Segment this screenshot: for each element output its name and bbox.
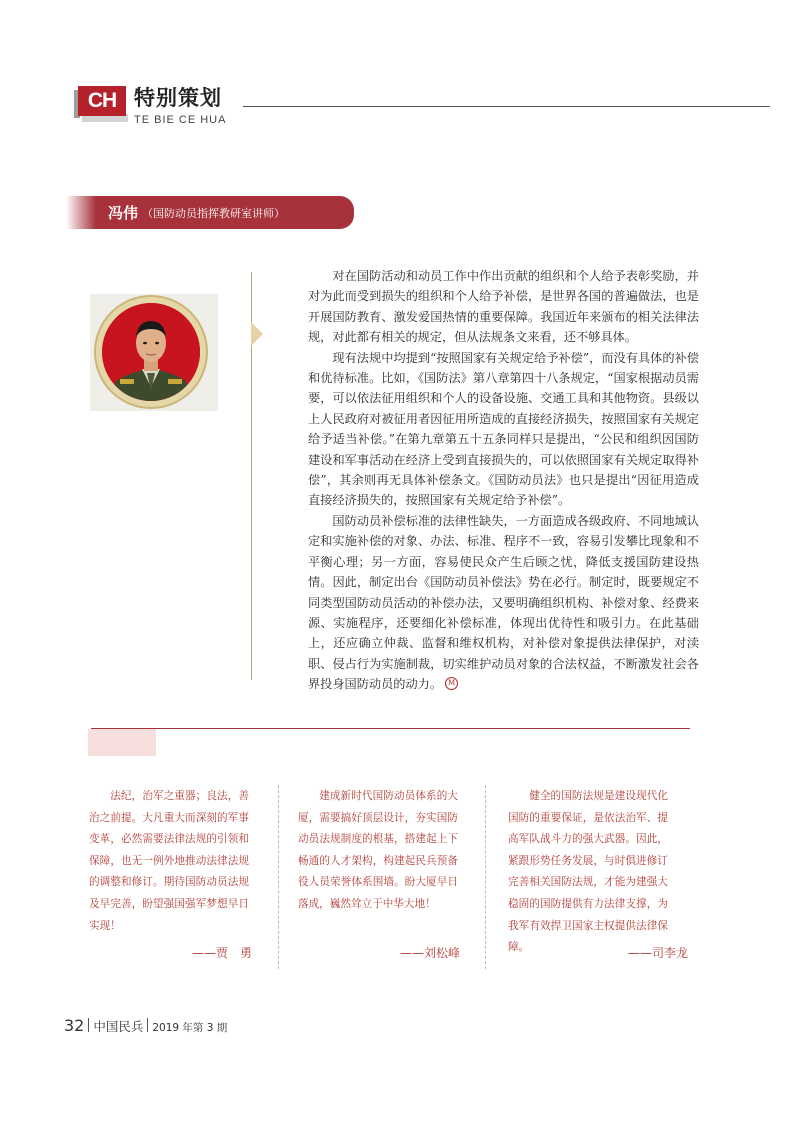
quote-signature: ——司李龙 (628, 946, 689, 960)
section-badge: CH (78, 86, 126, 116)
page-number: 32 (64, 1016, 85, 1035)
magazine-name: 中国民兵 (93, 1019, 144, 1034)
quote-text: 健全的国防法规是建设现代化国防的重要保证，是依法治军、提高军队战斗力的强大武器。因此，紧跟形势任务发展，与时俱进修订完善相关国防法规，才能为建强大稳固的国防提供有力法律支撑，为我军有效捍卫国家主权提供法律保障。 (508, 790, 668, 954)
quote-text: 法纪，治军之重器；良法，善治之前提。大凡重大而深刻的军事变革，必然需要法律法规的引领和保障，也无一例外地推动法律法规的调整和修订。期待国防动员法规及早完善，盼望强国强军梦想早日实现！ (89, 790, 249, 932)
article-paragraph-text: 国防动员补偿标准的法律性缺失，一方面造成各级政府、不同地域认定和实施补偿的对象、办法、标准、程序不一致，容易引发攀比现象和不平衡心理；另一方面，容易使民众产生后顾之忧，降低支援国防建设热情。因此，制定出台《国防动员补偿法》势在必行。制定时，既要规定不同类型国防动员活动的补偿办法，又要明确组织机构、补偿对象、经费来源、实施程序，还要细化补偿标准，体现出优待性和吸引力。在此基础上，还应确立仲裁、监督和维权机构，对补偿对象提供法律保护，对渎职、侵占行为实施制裁，切实维护动员对象的合法权益，不断激发社会各界投身国防动员的动力。 (308, 513, 699, 692)
quote-block (298, 786, 458, 916)
section-title: 特别策划 (134, 86, 222, 110)
portrait-illustration (102, 303, 200, 401)
author-portrait (102, 303, 200, 401)
quote-separator (485, 785, 486, 969)
quote-signature: ——刘松峰 (400, 946, 461, 960)
article-body (308, 266, 699, 695)
quotes-tab (88, 729, 156, 756)
quote-text: 建成新时代国防动员体系的大厦，需要搞好顶层设计，夯实国防动员法规制度的根基，搭建起上下畅通的人才架构，构建起民兵预备役人员荣誉体系围墙。盼大厦早日落成，巍然耸立于中华大地！ (298, 790, 458, 910)
quote-block (508, 786, 668, 959)
issue-number: 2019 年第 3 期 (152, 1022, 228, 1034)
article-paragraph (308, 511, 699, 695)
pointer-notch (251, 322, 263, 346)
article-paragraph: 现有法规中均提到“按照国家有关规定给予补偿”，而没有具体的补偿和优待标准。比如，《国防法》第八章第四十八条规定，“国家根据动员需要，可以依法征用组织和个人的设备设施、交通工具和其他物资。县级以上人民政府对被征用者因征用所造成的直接经济损失，按照国家有关规定给予适当补偿。”在第九章第五十五条同样只是提出，“公民和组织因国防建设和军事活动在经济上受到直接损失的，可以依照国家有关规定取得补偿”，其余则再无具体补偿条文。《国防动员法》也只是提出“因征用造成直接经济损失的，按照国家有关规定给予补偿”。 (308, 350, 699, 508)
author-banner-fade (66, 196, 96, 229)
page-footer (64, 1016, 227, 1035)
footer-divider (147, 1018, 148, 1032)
quote-block (89, 786, 249, 937)
section-subtitle: TE BIE CE HUA (134, 114, 227, 126)
footer-divider (88, 1018, 89, 1032)
author-name: 冯伟 (108, 204, 139, 222)
quote-signature: ——贾 勇 (192, 946, 253, 960)
author-role: （国防动员指挥教研室讲师） (142, 207, 285, 220)
quote-separator (278, 785, 279, 969)
author-banner (96, 196, 354, 229)
end-mark-icon: M (445, 677, 458, 690)
header-divider (243, 106, 770, 107)
quotes-divider (91, 728, 690, 729)
article-paragraph: 对在国防活动和动员工作中作出贡献的组织和个人给予表彰奖励，并对为此而受到损失的组织和个人给予补偿，是世界各国的普遍做法，也是开展国防教育、激发爱国热情的重要保障。我国近年来颁布的相关法律法规，对此都有相关的规定，但从法规条文来看，还不够具体。 (308, 269, 699, 345)
